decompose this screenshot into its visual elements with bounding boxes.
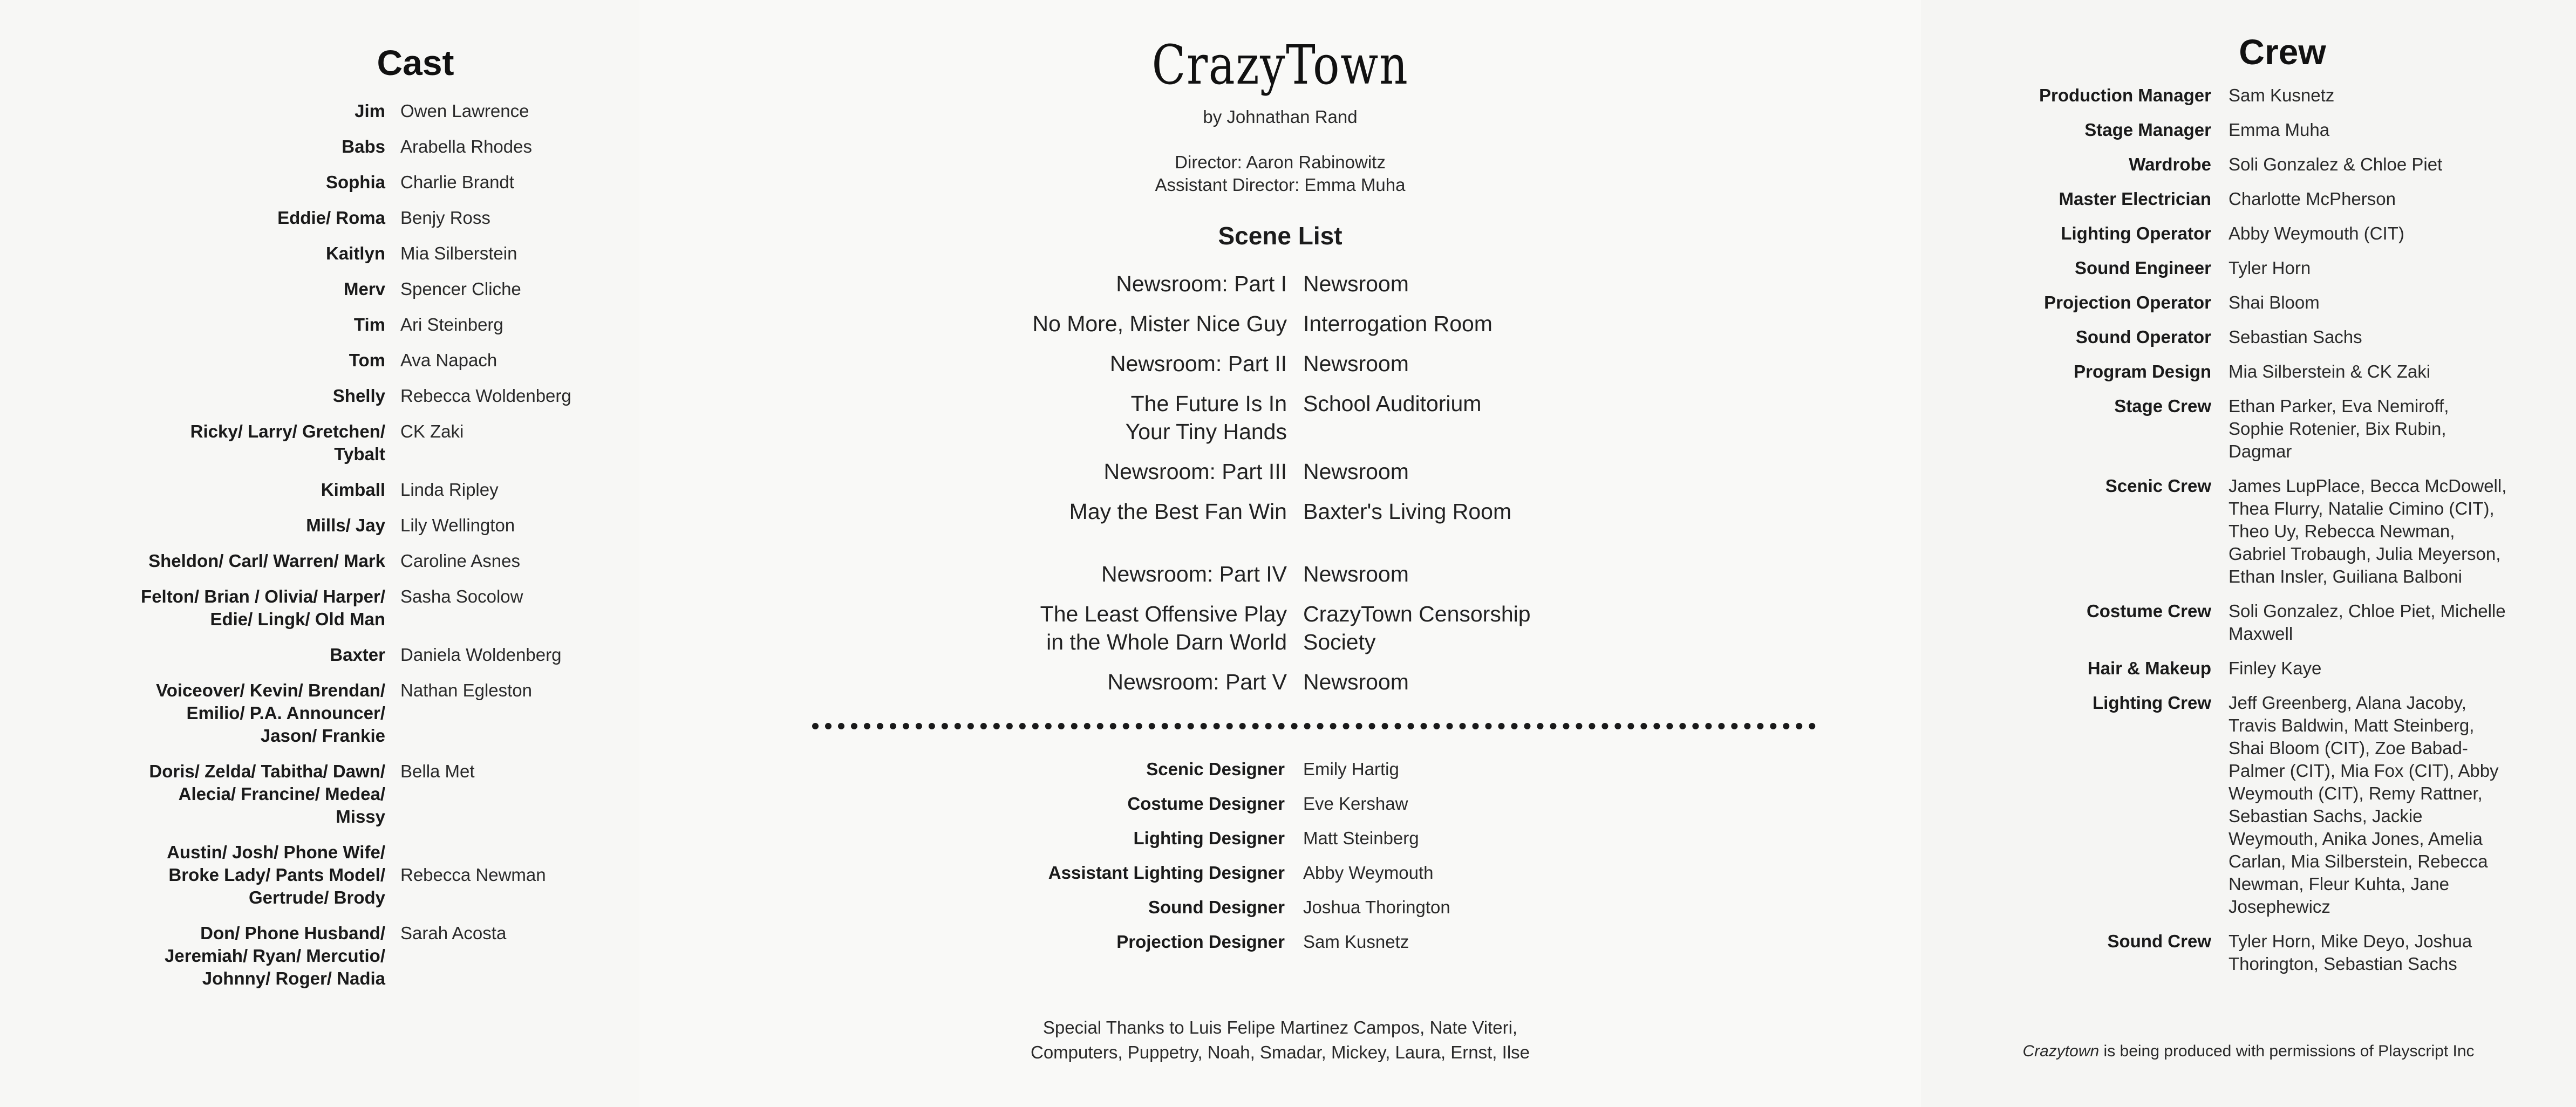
crew-role: Sound Engineer xyxy=(2074,258,2211,278)
crew-name: Sam Kusnetz xyxy=(2229,85,2335,105)
designer-name: Matt Steinberg xyxy=(1303,828,1419,848)
cast-role: Eddie/ Roma xyxy=(277,208,385,228)
crew-row xyxy=(1921,326,2576,348)
cast-row xyxy=(135,550,621,572)
designer-name: Abby Weymouth xyxy=(1303,863,1434,883)
permission-text: is being produced with permissions of Playscript Inc xyxy=(2099,1042,2475,1060)
cast-row xyxy=(135,278,621,300)
cast-row xyxy=(135,585,621,631)
designer-role: Costume Designer xyxy=(1127,794,1285,814)
cast-actor: Owen Lawrence xyxy=(400,101,529,121)
cast-row xyxy=(135,313,621,336)
designer-name: Joshua Thorington xyxy=(1303,897,1450,917)
crew-name: Tyler Horn, Mike Deyo, Joshua Thorington, Sebastian Sachs xyxy=(2229,931,2472,974)
scene-name: Newsroom: Part IV xyxy=(1101,562,1287,586)
crew-row xyxy=(1921,84,2576,107)
special-thanks-line: Computers, Puppetry, Noah, Smadar, Mickey, Laura, Ernst, Ilse xyxy=(1031,1042,1530,1062)
permission-note xyxy=(1921,1042,2576,1061)
cast-row xyxy=(135,514,621,537)
crew-role: Program Design xyxy=(2074,361,2211,381)
cast-list xyxy=(135,100,621,1003)
cast-role: Doris/ Zelda/ Tabitha/ Dawn/ Alecia/ Francine/ Medea/ Missy xyxy=(149,761,385,826)
scene-row xyxy=(639,270,1921,298)
crew-role: Lighting Operator xyxy=(2061,223,2211,243)
special-thanks-line: Special Thanks to Luis Felipe Martinez Campos, Nate Viteri, xyxy=(1042,1017,1518,1037)
crew-role: Master Electrician xyxy=(2059,189,2211,209)
crew-name: Mia Silberstein & CK Zaki xyxy=(2229,361,2431,381)
dotted-divider xyxy=(812,723,1816,729)
special-thanks xyxy=(639,1015,1921,1065)
cast-actor: Charlie Brandt xyxy=(400,172,514,192)
scene-location: Interrogation Room xyxy=(1303,311,1493,336)
scene-name: Newsroom: Part II xyxy=(1109,351,1287,376)
scene-row xyxy=(639,497,1921,525)
scene-location: Newsroom xyxy=(1303,669,1409,694)
cast-actor: Arabella Rhodes xyxy=(400,136,532,156)
crew-role: Sound Operator xyxy=(2075,327,2211,347)
cast-row xyxy=(135,760,621,828)
crew-role: Stage Crew xyxy=(2114,396,2211,416)
crew-list xyxy=(1921,84,2576,987)
designer-row xyxy=(639,758,1921,781)
crew-row xyxy=(1921,153,2576,176)
director-credit: Director: Aaron Rabinowitz xyxy=(1175,152,1386,172)
cast-role: Shelly xyxy=(332,386,385,406)
crew-role: Stage Manager xyxy=(2084,120,2211,140)
scene-list-heading: Scene List xyxy=(1218,222,1342,250)
crew-role: Projection Operator xyxy=(2044,292,2211,312)
cast-row xyxy=(135,242,621,265)
scene-location: Newsroom xyxy=(1303,271,1409,296)
crew-name: Finley Kaye xyxy=(2229,658,2322,678)
cast-row xyxy=(135,420,621,466)
cast-actor: Rebecca Newman xyxy=(400,865,546,885)
designer-list xyxy=(639,758,1921,965)
scene-row xyxy=(639,457,1921,486)
cast-row xyxy=(135,679,621,747)
cast-actor: Linda Ripley xyxy=(400,480,499,500)
cast-row xyxy=(135,479,621,501)
designer-row xyxy=(639,896,1921,919)
scene-name: May the Best Fan Win xyxy=(1069,499,1287,524)
crew-panel xyxy=(1921,0,2576,1107)
designer-role: Lighting Designer xyxy=(1133,828,1285,848)
crew-row xyxy=(1921,360,2576,383)
designer-row xyxy=(639,862,1921,884)
cast-actor: CK Zaki xyxy=(400,421,464,441)
crew-row xyxy=(1921,657,2576,680)
crew-row xyxy=(1921,930,2576,975)
scene-location: Newsroom xyxy=(1303,562,1409,586)
cast-actor: Bella Met xyxy=(400,761,475,781)
cast-role: Felton/ Brian / Olivia/ Harper/ Edie/ Lingk/ Old Man xyxy=(141,586,385,629)
crew-name: Soli Gonzalez, Chloe Piet, Michelle Maxwell xyxy=(2229,601,2506,644)
cast-role: Ricky/ Larry/ Gretchen/ Tybalt xyxy=(190,421,385,464)
cast-role: Kimball xyxy=(321,480,385,500)
crew-role: Costume Crew xyxy=(2086,601,2211,621)
crew-row xyxy=(1921,119,2576,141)
byline: by Johnathan Rand xyxy=(1203,107,1358,127)
cast-row xyxy=(135,171,621,194)
scene-name: The Least Offensive Play in the Whole Darn World xyxy=(1040,602,1287,654)
designer-name: Eve Kershaw xyxy=(1303,794,1408,814)
crew-row xyxy=(1921,188,2576,210)
scene-location: School Auditorium xyxy=(1303,391,1482,416)
crew-name: Jeff Greenberg, Alana Jacoby, Travis Baldwin, Matt Steinberg, Shai Bloom (CIT), Zoe Babad-Palmer (CIT), Mia Fox (CIT), Abby Weymouth (CIT), Remy Rattner, Sebastian Sachs, Jackie Weymouth, Anika Jones, Amelia Carlan, Mia Silberstein, Rebecca Newman, Fleur Kuhta, Jane Josephewicz xyxy=(2229,693,2499,917)
scene-name: Newsroom: Part III xyxy=(1103,459,1287,484)
cast-row xyxy=(135,841,621,909)
crew-row xyxy=(1921,600,2576,645)
crew-heading: Crew xyxy=(2239,32,2326,72)
cast-role: Kaitlyn xyxy=(325,243,385,263)
cast-role: Voiceover/ Kevin/ Brendan/ Emilio/ P.A. Announcer/ Jason/ Frankie xyxy=(156,680,385,746)
designer-role: Sound Designer xyxy=(1148,897,1285,917)
cast-role: Sophia xyxy=(325,172,385,192)
cast-row xyxy=(135,207,621,229)
designer-row xyxy=(639,792,1921,815)
crew-row xyxy=(1921,692,2576,918)
cast-row xyxy=(135,135,621,158)
scene-location: Newsroom xyxy=(1303,459,1409,484)
scene-name: Newsroom: Part I xyxy=(1116,271,1287,296)
crew-role: Scenic Crew xyxy=(2105,476,2211,496)
scene-row xyxy=(639,350,1921,378)
designer-row xyxy=(639,931,1921,953)
designer-role: Projection Designer xyxy=(1116,932,1285,952)
scene-row xyxy=(639,668,1921,696)
crew-name: Abby Weymouth (CIT) xyxy=(2229,223,2404,243)
scene-row xyxy=(639,390,1921,446)
designer-row xyxy=(639,827,1921,850)
cast-role: Jim xyxy=(355,101,385,121)
crew-name: Sebastian Sachs xyxy=(2229,327,2362,347)
permission-play-title: Crazytown xyxy=(2022,1042,2100,1060)
cast-role: Merv xyxy=(343,279,385,299)
cast-row xyxy=(135,922,621,990)
crew-row xyxy=(1921,222,2576,245)
crew-name: Emma Muha xyxy=(2229,120,2330,140)
designer-name: Emily Hartig xyxy=(1303,759,1399,779)
cast-role: Baxter xyxy=(330,645,385,665)
cast-role: Austin/ Josh/ Phone Wife/ Broke Lady/ Pants Model/ Gertrude/ Brody xyxy=(167,842,385,907)
cast-panel xyxy=(0,0,639,1107)
cast-role: Babs xyxy=(342,136,385,156)
cast-role: Mills/ Jay xyxy=(306,515,385,535)
cast-actor: Nathan Egleston xyxy=(400,680,533,700)
cast-actor: Spencer Cliche xyxy=(400,279,521,299)
cast-heading: Cast xyxy=(377,43,454,83)
crew-row xyxy=(1921,475,2576,588)
assistant-director-credit: Assistant Director: Emma Muha xyxy=(1155,175,1406,195)
cast-actor: Lily Wellington xyxy=(400,515,515,535)
designer-role: Scenic Designer xyxy=(1146,759,1285,779)
cast-row xyxy=(135,644,621,666)
cast-actor: Mia Silberstein xyxy=(400,243,517,263)
scene-row xyxy=(639,600,1921,656)
cast-row xyxy=(135,100,621,122)
crew-name: Shai Bloom xyxy=(2229,292,2320,312)
cast-row xyxy=(135,349,621,372)
play-title: CrazyTown xyxy=(1151,33,1409,97)
crew-name: Charlotte McPherson xyxy=(2229,189,2396,209)
designer-role: Assistant Lighting Designer xyxy=(1048,863,1285,883)
cast-actor: Sarah Acosta xyxy=(400,923,507,943)
cast-actor: Ava Napach xyxy=(400,350,498,370)
scene-name: The Future Is In Your Tiny Hands xyxy=(1125,391,1287,444)
scene-row xyxy=(639,310,1921,338)
cast-row xyxy=(135,385,621,407)
crew-name: Tyler Horn xyxy=(2229,258,2311,278)
scene-location: Baxter's Living Room xyxy=(1303,499,1512,524)
cast-role: Don/ Phone Husband/ Jeremiah/ Ryan/ Mercutio/ Johnny/ Roger/ Nadia xyxy=(165,923,385,988)
crew-row xyxy=(1921,395,2576,463)
crew-name: James LupPlace, Becca McDowell, Thea Flurry, Natalie Cimino (CIT), Theo Uy, Rebecca Newman, Gabriel Trobaugh, Julia Meyerson, Ethan Insler, Guiliana Balboni xyxy=(2229,476,2507,586)
crew-name: Ethan Parker, Eva Nemiroff, Sophie Rotenier, Bix Rubin, Dagmar xyxy=(2229,396,2449,461)
cast-actor: Ari Steinberg xyxy=(400,315,503,334)
cast-role: Sheldon/ Carl/ Warren/ Mark xyxy=(148,551,385,571)
scene-name: Newsroom: Part V xyxy=(1107,669,1287,694)
cast-actor: Caroline Asnes xyxy=(400,551,520,571)
crew-row xyxy=(1921,291,2576,314)
cast-role: Tom xyxy=(349,350,385,370)
cast-role: Tim xyxy=(353,315,385,334)
cast-actor: Benjy Ross xyxy=(400,208,490,228)
crew-role: Hair & Makeup xyxy=(2087,658,2211,678)
crew-role: Production Manager xyxy=(2039,85,2211,105)
crew-role: Lighting Crew xyxy=(2093,693,2211,713)
program-center-panel xyxy=(639,0,1921,1107)
cast-actor: Daniela Woldenberg xyxy=(400,645,562,665)
scene-location: CrazyTown Censorship Society xyxy=(1303,602,1531,654)
crew-name: Soli Gonzalez & Chloe Piet xyxy=(2229,154,2443,174)
scene-name: No More, Mister Nice Guy xyxy=(1032,311,1287,336)
crew-role: Sound Crew xyxy=(2107,931,2211,951)
cast-actor: Sasha Socolow xyxy=(400,586,523,606)
crew-role: Wardrobe xyxy=(2129,154,2211,174)
scene-location: Newsroom xyxy=(1303,351,1409,376)
scene-list xyxy=(639,270,1921,708)
cast-actor: Rebecca Woldenberg xyxy=(400,386,571,406)
scene-row xyxy=(639,560,1921,588)
crew-row xyxy=(1921,257,2576,279)
designer-name: Sam Kusnetz xyxy=(1303,932,1409,952)
